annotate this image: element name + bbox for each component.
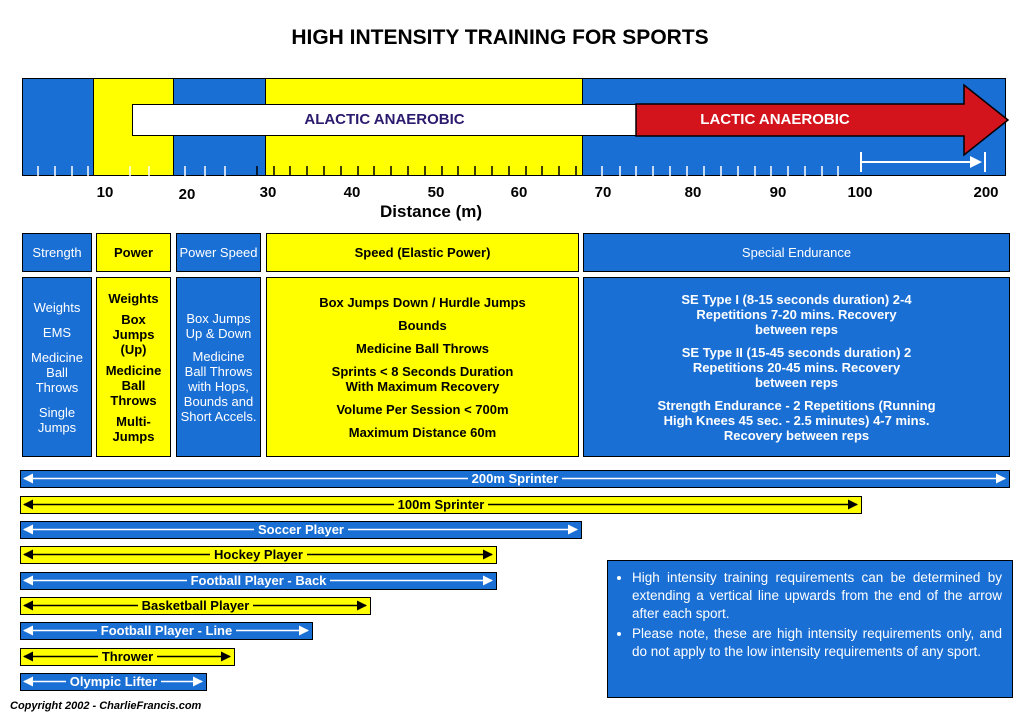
- sport-label: Thrower: [21, 649, 234, 664]
- sport-bar-football-player-back: [20, 572, 497, 590]
- zone-header-power-speed: Power Speed: [176, 233, 261, 272]
- tick-label-90: 90: [769, 184, 787, 201]
- zone-item: Box Jumps Up & Down: [185, 310, 252, 341]
- sport-label: Olympic Lifter: [21, 674, 206, 689]
- zone-content-speed: [266, 277, 579, 457]
- alactic-arrow-label: ALACTIC ANAEROBIC: [304, 111, 465, 128]
- zone-item: Box Jumps Down / Hurdle Jumps: [319, 294, 526, 310]
- page-title: HIGH INTENSITY TRAINING FOR SPORTS: [291, 26, 709, 49]
- sport-bar-soccer-player: [20, 521, 582, 539]
- zone-content-strength: [22, 277, 92, 457]
- sport-bar-200m-sprinter: [20, 470, 1010, 488]
- tick-label-20: 20: [178, 186, 196, 203]
- zone-item: Bounds: [398, 317, 447, 333]
- zone-item: Weights: [108, 290, 159, 306]
- zone-item: Volume Per Session < 700m: [336, 401, 509, 417]
- notes-box: [607, 560, 1013, 698]
- sport-label: Soccer Player: [21, 522, 581, 537]
- zone-item: Strength Endurance - 2 Repetitions (Running High Knees 45 sec. - 2.5 minutes) 4-7 mins. Recovery between reps: [657, 397, 936, 443]
- axis-label-distance: Distance (m): [380, 202, 483, 221]
- tick-label-100: 100: [847, 184, 873, 201]
- sport-bar-olympic-lifter: [20, 673, 207, 691]
- tick-label-70: 70: [594, 184, 612, 201]
- zone-header-special-endurance: Special Endurance: [583, 233, 1010, 272]
- zone-item: SE Type I (8-15 seconds duration) 2-4 Repetitions 7-20 mins. Recovery between reps: [681, 291, 912, 337]
- zone-item: Multi-Jumps: [112, 413, 155, 444]
- tick-label-50: 50: [427, 184, 445, 201]
- sport-label: 100m Sprinter: [21, 497, 861, 512]
- zone-item: Medicine Ball Throws: [356, 340, 489, 356]
- zone-header-speed: Speed (Elastic Power): [266, 233, 579, 272]
- note-item: • Please note, these are high intensity requirements only, and do not apply to the low intensity requirements of any sport.: [632, 625, 1002, 661]
- sport-bar-thrower: [20, 648, 235, 666]
- zone-item: Weights: [33, 299, 81, 315]
- zone-item: Single Jumps: [37, 404, 77, 435]
- zone-header-strength: Strength: [22, 233, 92, 272]
- zone-item: Maximum Distance 60m: [348, 424, 497, 440]
- copyright: Copyright 2002 - CharlieFrancis.com: [10, 700, 202, 712]
- sport-bar-football-player-line: [20, 622, 313, 640]
- sport-bar-100m-sprinter: [20, 496, 862, 514]
- lactic-arrow-label: LACTIC ANAEROBIC: [700, 111, 850, 128]
- zone-item: Medicine Ball Throws with Hops, Bounds and Short Accels.: [180, 348, 257, 424]
- zone-item: Medicine Ball Throws: [30, 349, 84, 395]
- tick-label-40: 40: [343, 184, 361, 201]
- tick-marks: [22, 152, 1006, 176]
- sport-label: Football Player - Back: [21, 573, 496, 588]
- zone-content-power-speed: [176, 277, 261, 457]
- zone-item: Box Jumps (Up): [112, 311, 155, 357]
- tick-label-30: 30: [259, 184, 277, 201]
- tick-label-60: 60: [510, 184, 528, 201]
- tick-label-10: 10: [96, 184, 114, 201]
- zone-content-power: [96, 277, 171, 457]
- tick-label-200: 200: [973, 184, 999, 201]
- zone-item: Sprints < 8 Seconds Duration With Maximum Recovery: [331, 363, 514, 394]
- sport-bar-basketball-player: [20, 597, 371, 615]
- zone-content-special-endurance: [583, 277, 1010, 457]
- sport-bar-hockey-player: [20, 546, 497, 564]
- sport-label: Hockey Player: [21, 547, 496, 562]
- zone-item: Medicine Ball Throws: [105, 362, 162, 408]
- zone-header-power: Power: [96, 233, 171, 272]
- note-item: • High intensity training requirements can be determined by extending a vertical line upwards from the end of the arrow after each sport.: [632, 569, 1002, 623]
- sport-label: 200m Sprinter: [21, 471, 1009, 486]
- sport-label: Basketball Player: [21, 598, 370, 613]
- zone-item: SE Type II (15-45 seconds duration) 2 Repetitions 20-45 mins. Recovery between reps: [681, 344, 912, 390]
- sport-label: Football Player - Line: [21, 623, 312, 638]
- tick-label-80: 80: [684, 184, 702, 201]
- zone-item: EMS: [42, 324, 72, 340]
